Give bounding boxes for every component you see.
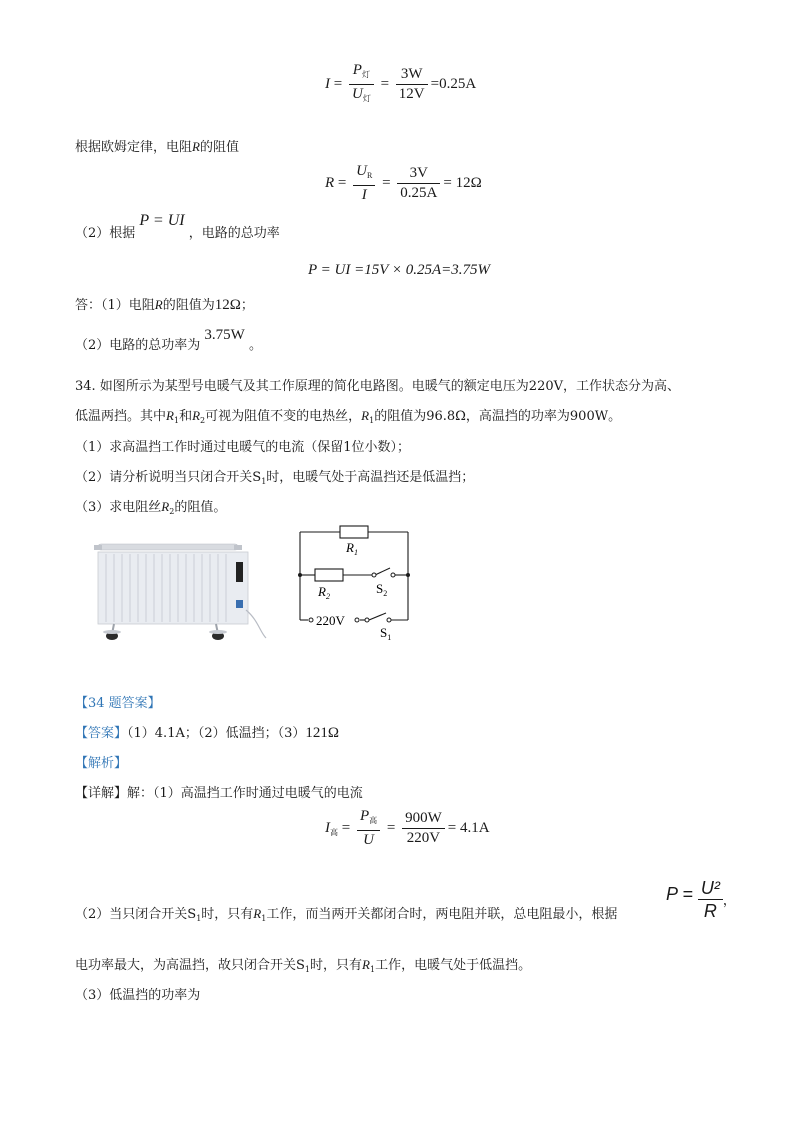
label-s1: $S_1$: [380, 625, 392, 642]
label-r2: $R_2$: [318, 584, 330, 601]
question-34-line-2: 低温两挡。其中$R_1$和$R_2$可视为阻值不变的电热丝，$R_1$的阻值为96.8Ω，高温挡的功率为900W。: [75, 408, 622, 425]
label-s2: $S_2$: [376, 581, 388, 598]
analysis-label: 【解析】: [75, 756, 128, 771]
equation-high-current: $I_高$ = $\frac{P_高}{U}$ = $\frac{900W}{220V}$ = 4.1A: [325, 808, 490, 848]
answer-line: 【答案】（1）4.1A；（2）低温挡；（3）121Ω: [75, 725, 340, 741]
question-34-sub1: （1）求高温挡工作时通过电暖气的电流（保留1位小数）；: [75, 440, 411, 455]
label-voltage: 220V: [316, 613, 345, 628]
question-34-sub2: （2）请分析说明当只闭合开关$S_1$时，电暖气处于高温挡还是低温挡；: [75, 470, 475, 486]
switch-s1: [369, 613, 386, 620]
part2-line: （2）根据 P = UI ，电路的总功率: [75, 212, 280, 241]
answer-heading: 【34 题答案】: [75, 696, 161, 711]
equation-resistance: R = $\frac{U_R}{I}$ = $\frac{3V}{0.25A}$ = 12Ω: [325, 163, 482, 203]
electric-heater-image: [90, 540, 270, 645]
circuit-diagram: [290, 518, 420, 648]
answer-line-1: 答：（1）电阻R的阻值为12Ω；: [75, 297, 254, 313]
ohm-law-line: 根据欧姆定律，电阻R的阻值: [75, 139, 239, 155]
equation-current: I = $\frac{P_灯}{U_灯}$ = $\frac{3W}{12V}$ =0.25A: [325, 62, 477, 103]
part2-explanation-line-1: （2）当只闭合开关$S_1$时，只有$R_1$工作，而当两开关都闭合时，两电阻并联，总电阻最小，根据: [75, 906, 618, 923]
resistor-r1: [340, 526, 368, 538]
switch-s2: [375, 568, 390, 575]
question-34-line-1: 34. 如图所示为某型号电暖气及其工作原理的简化电路图。电暖气的额定电压为220V，工作状态分为高、: [75, 379, 681, 394]
answer-line-2: （2）电路的总功率为 3.75W 。: [75, 327, 262, 353]
formula-power-voltage: P = $\frac{\text{U²}}{R}$ ，: [666, 878, 736, 921]
label-r1: $R_1$: [346, 540, 358, 557]
equation-power: P = UI =15V × 0.25A=3.75W: [308, 262, 491, 278]
question-34-sub3: （3）求电阻丝$R_2$的阻值。: [75, 499, 227, 516]
resistor-r2: [315, 569, 343, 581]
part3-line: （3）低温挡的功率为: [75, 988, 201, 1003]
part2-explanation-line-2: 电功率最大，为高温挡，故只闭合开关$S_1$时，只有$R_1$工作，电暖气处于低温挡。: [75, 957, 532, 974]
detail-line: 【详解】解：（1）高温挡工作时通过电暖气的电流: [75, 786, 363, 801]
